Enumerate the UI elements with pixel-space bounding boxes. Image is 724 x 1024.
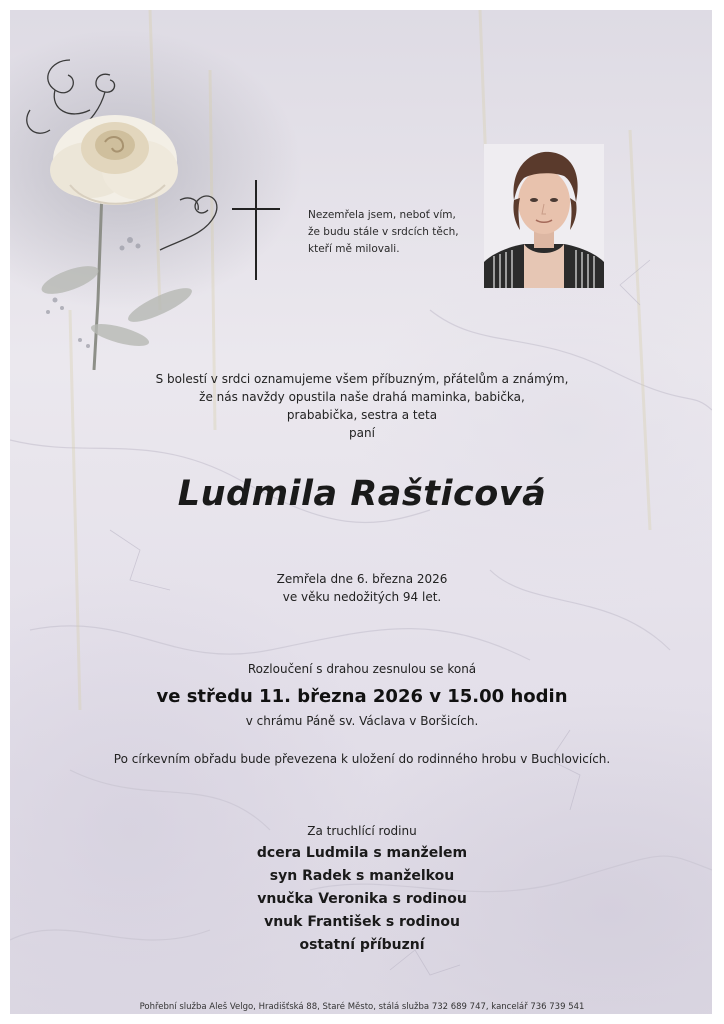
mourners-intro: Za truchlící rodinu [307, 824, 417, 838]
death-info [10, 570, 712, 606]
mourner-item: dcera Ludmila s manželem [256, 845, 468, 861]
mourner-item: vnuk František s rodinou [264, 914, 460, 930]
obituary-sheet [10, 10, 712, 1014]
mourner-item: syn Radek s manželkou [269, 868, 455, 884]
farewell-date: ve středu 11. března 2026 v 15.00 hodin [156, 686, 568, 707]
cross-icon [232, 180, 282, 280]
rose-icon [10, 50, 250, 370]
farewell-place: v chrámu Páně sv. Václava v Boršicích. [245, 714, 479, 728]
mourners-list [10, 842, 712, 957]
intro-line: že nás navždy opustila naše drahá maminka, babička, [199, 390, 525, 404]
verse-line: Nezemřela jsem, neboť vím, [308, 209, 456, 221]
announcement-intro [10, 370, 712, 442]
funeral-service-footer: Pohřební služba Aleš Velgo, Hradišťská 88, Staré Město, stálá služba 732 689 747, kancelář 736 739 541 [139, 1002, 585, 1012]
portrait-photo [484, 144, 604, 288]
age-info: ve věku nedožitých 94 let. [282, 590, 442, 604]
mourner-item: vnučka Veronika s rodinou [257, 891, 467, 907]
intro-line: prababička, sestra a teta [286, 408, 438, 422]
intro-line: paní [349, 426, 375, 440]
mourner-item: ostatní příbuzní [299, 937, 425, 953]
death-date: Zemřela dne 6. března 2026 [276, 572, 448, 586]
deceased-name: Ludmila Rašticová [177, 474, 547, 514]
intro-line: S bolestí v srdci oznamujeme všem příbuzným, přátelům a známým, [155, 372, 569, 386]
farewell-intro: Rozloučení s drahou zesnulou se koná [247, 662, 477, 676]
ceremony-note: Po církevním obřadu bude převezena k uložení do rodinného hrobu v Buchlovicích. [113, 752, 611, 766]
verse-line: že budu stále v srdcích těch, [308, 226, 459, 238]
verse-line: kteří mě milovali. [308, 243, 400, 255]
memorial-verse [308, 207, 478, 258]
